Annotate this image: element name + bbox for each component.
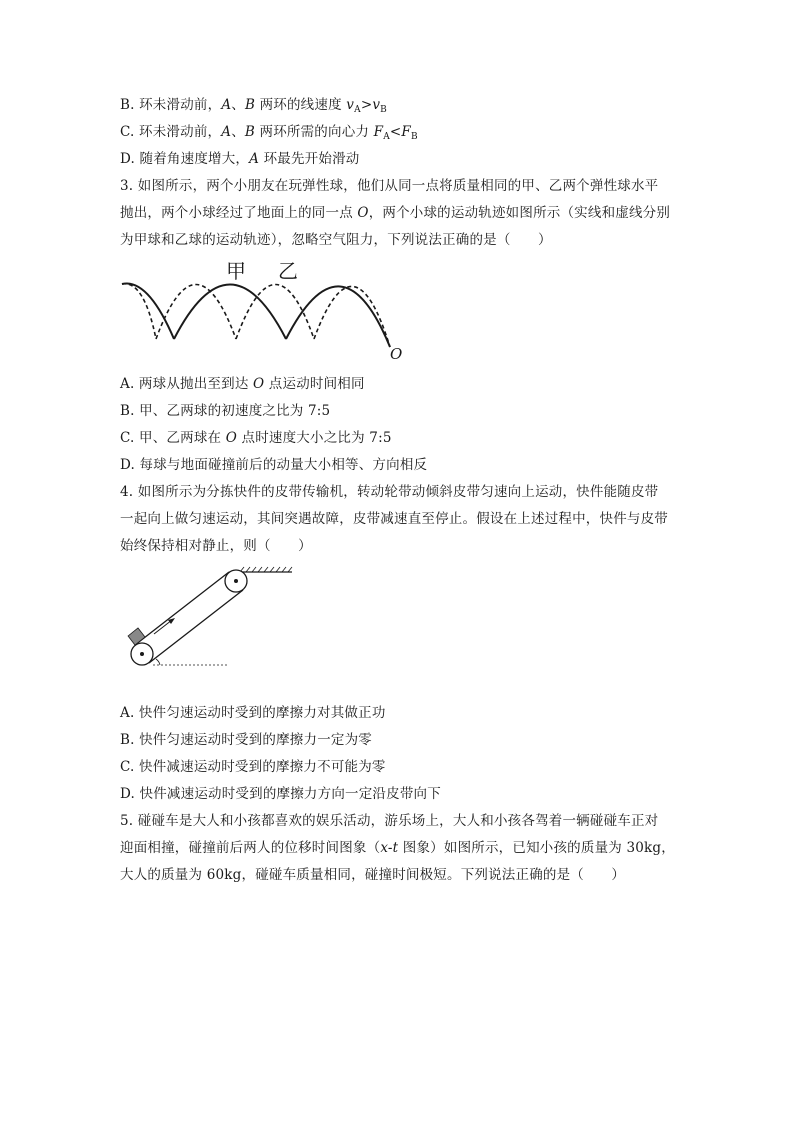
text: 环最先开始滑动 — [259, 151, 360, 167]
var-v: v — [372, 97, 381, 113]
q4-stem-line3: 始终保持相对静止，则（ ） — [120, 538, 312, 554]
var-v: v — [346, 97, 355, 113]
text: 、 — [231, 124, 245, 140]
solid-arc — [286, 286, 390, 347]
dashed-arc — [314, 286, 390, 347]
q5-stem-line2 — [120, 838, 675, 858]
var-o: O — [357, 205, 369, 221]
solid-arc — [122, 283, 174, 339]
q3-stem-line3: 为甲球和乙球的运动轨迹），忽略空气阻力，下列说法正确的是（ ） — [120, 232, 552, 248]
sub: B — [410, 132, 418, 142]
text: C. 甲、乙两球在 — [120, 430, 226, 446]
var-b: B — [244, 124, 256, 140]
label-yi: 乙 — [278, 259, 298, 283]
var-f: F — [373, 124, 384, 140]
q3-option-d: D. 每球与地面碰撞前后的动量大小相等、方向相反 — [120, 457, 428, 473]
belt-top — [135, 572, 229, 645]
q2-option-b — [120, 95, 387, 120]
top-roller-axle — [234, 579, 238, 583]
solid-arc — [174, 285, 286, 340]
bottom-roller-axle — [140, 652, 144, 656]
text: 抛出，两个小球经过了地面上的同一点 — [120, 205, 358, 221]
top-hatching — [240, 567, 292, 572]
text: D. 随着角速度增大， — [120, 151, 250, 167]
text: 、 — [231, 97, 245, 113]
q2-option-c — [120, 122, 418, 147]
q4-option-b: B. 快件匀速运动时受到的摩擦力一定为零 — [120, 732, 373, 748]
text: 两环的线速度 — [255, 97, 347, 113]
motion-arrow — [154, 620, 172, 634]
text: B. 环未滑动前， — [120, 97, 222, 113]
q2-option-d — [120, 149, 359, 169]
text: 点运动时间相同 — [264, 376, 365, 392]
op: > — [360, 97, 373, 113]
var-b: B — [244, 97, 256, 113]
var-f: F — [401, 124, 411, 140]
dashed-arc — [122, 284, 156, 339]
var-a: A — [221, 97, 232, 113]
bounce-trajectory-figure — [118, 256, 418, 366]
q4-option-a: A. 快件匀速运动时受到的摩擦力对其做正功 — [120, 705, 386, 721]
q3-option-c — [120, 428, 392, 448]
var-o: O — [225, 430, 238, 446]
var-a: A — [221, 124, 232, 140]
q4-stem-line2: 一起向上做匀速运动，其间突遇故障，皮带减速直至停止。假设在上述过程中，快件与皮带 — [120, 511, 668, 527]
text: C. 环未滑动前， — [120, 124, 222, 140]
text: 点时速度大小之比为 7:5 — [237, 430, 392, 446]
q3-stem-line1: 3. 如图所示，两个小朋友在玩弹性球，他们从同一点将质量相同的甲、乙两个弹性球水平 — [120, 178, 659, 194]
conveyor-belt-figure — [124, 564, 304, 674]
text: ，两个小球的运动轨迹如图所示（实线和虚线分别 — [368, 205, 671, 221]
q5-stem-line3: 大人的质量为 60kg，碰碰车质量相同，碰撞时间极短。下列说法正确的是（ ） — [120, 867, 626, 883]
var-xt: x-t — [380, 840, 399, 856]
dashed-arc — [156, 285, 236, 340]
q3-stem-line2 — [120, 203, 670, 223]
text: 两环所需的向心力 — [255, 124, 374, 140]
var-o: O — [253, 376, 265, 392]
text: 图象）如图所示，已知小孩的质量为 30kg， — [398, 840, 675, 856]
text: A. 两球从抛出至到达 — [120, 376, 254, 392]
q4-option-c: C. 快件减速运动时受到的摩擦力不可能为零 — [120, 759, 386, 775]
label-jia: 甲 — [226, 259, 246, 283]
sub: B — [380, 105, 387, 115]
sub: A — [354, 105, 361, 115]
text: 迎面相撞，碰撞前后两人的位移时间图象（ — [120, 840, 381, 856]
q5-stem-line1: 5. 碰碰车是大人和小孩都喜欢的娱乐活动，游乐场上，大人和小孩各驾着一辆碰碰车正对 — [120, 813, 659, 829]
var-a: A — [249, 151, 260, 167]
q4-stem-line1: 4. 如图所示为分拣快件的皮带传输机，转动轮带动倾斜皮带匀速向上运动，快件能随皮带 — [120, 484, 659, 500]
op: < — [389, 124, 402, 140]
q4-option-d: D. 快件减速运动时受到的摩擦力方向一定沿皮带向下 — [120, 786, 441, 802]
sub: A — [383, 132, 390, 142]
q3-option-a — [120, 374, 365, 394]
angle-arc — [156, 659, 160, 665]
q3-option-b: B. 甲、乙两球的初速度之比为 7:5 — [120, 403, 331, 419]
label-o: O — [390, 345, 403, 363]
